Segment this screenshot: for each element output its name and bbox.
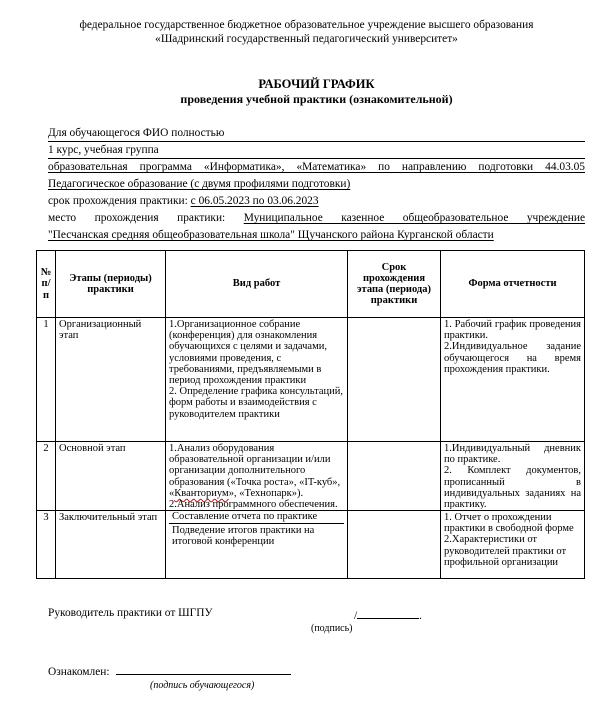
row1-num-cell: 1 [37, 318, 56, 442]
course-group-label: 1 курс, учебная группа [48, 144, 159, 156]
student-name-label: Для обучающегося ФИО полностью [48, 127, 225, 139]
practice-term-value: с 06.05.2023 по 03.06.2023 [190, 195, 319, 207]
program-line-2 [48, 177, 585, 193]
table-row [37, 318, 585, 442]
program-line-1 [48, 160, 585, 176]
supervisor-signature-line [354, 606, 422, 623]
row3-term-cell [348, 511, 441, 579]
course-group-line [48, 143, 585, 159]
row2-report-item2: 2. Комплект документов, прописанный в индивидуальных заданиях на практику. [444, 465, 581, 509]
row2-num-cell: 2 [37, 442, 56, 511]
slash-separator: / [354, 610, 358, 622]
row2-report-cell [441, 442, 585, 511]
program-text-2: Педагогическое образование (с двумя профилями подготовки) [48, 178, 351, 190]
row2-report-item1: 1.Индивидуальный дневник по практике. [444, 443, 581, 466]
row3-report-item1: 1. Отчет о прохождении практики в свободной форме [444, 512, 574, 535]
fill-in-section [48, 126, 585, 245]
row1-report-item2: 2.Индивидуальное задание обучающегося на время прохождения практики. [444, 341, 581, 375]
practice-schedule-table [36, 250, 585, 579]
practice-term-line [48, 194, 585, 210]
supervisor-name-blank [357, 606, 419, 619]
practice-place-line-2 [48, 228, 585, 244]
col-header-term: Срок прохождения этапа (периода) практики [348, 251, 441, 318]
row1-stage-cell: Организационный этап [56, 318, 166, 442]
practice-place-value-1: Муниципальное казенное общеобразовательное учреждение [243, 212, 586, 224]
row3-report-item2: 2.Характеристики от руководителей практики от профильной организации [444, 534, 567, 568]
col-header-report: Форма отчетности [441, 251, 585, 318]
spellcheck-marked-word: Кванториум [174, 487, 229, 499]
student-signature-blank [116, 662, 291, 675]
row2-stage-cell: Основной этап [56, 442, 166, 511]
document-title: РАБОЧИЙ ГРАФИК [258, 77, 375, 91]
table-header-row [37, 251, 585, 318]
row1-works-item2: 2. Определение графика консультаций, форм работы и взаимодействия с руководителем практики [169, 386, 344, 420]
row3-stage-cell: Заключительный этап [56, 511, 166, 579]
supervisor-label: Руководитель практики от ШГПУ [48, 607, 213, 619]
student-name-line [48, 126, 585, 142]
signature-caption: (подпись) [311, 623, 353, 634]
program-text-1: образовательная программа «Информатика», «Математика» по направлению подготовки 44.03.05 [48, 161, 585, 173]
row2-works-cell [166, 442, 348, 511]
row3-works-cell [166, 511, 348, 579]
document-subtitle: проведения учебной практики (ознакомительной) [180, 92, 453, 106]
org-header-line2: «Шадринский государственный педагогический университет» [155, 33, 458, 45]
col-header-num: № п/п [37, 251, 56, 318]
row1-report-item1: 1. Рабочий график проведения практики. [444, 319, 581, 342]
practice-place-line-1 [48, 211, 585, 227]
practice-place-value-2: "Песчанская средняя общеобразовательная школа" Щучанского района Курганской области [48, 229, 494, 241]
row3-works-subitem1: Составление отчета по практике [169, 511, 344, 524]
end-dot: . [419, 610, 423, 622]
col-header-stages: Этапы (периоды) практики [56, 251, 166, 318]
row1-report-cell [441, 318, 585, 442]
acknowledged-label: Ознакомлен: [48, 666, 110, 678]
row3-works-subitem2: Подведение итогов практики на итоговой конференции [172, 525, 315, 548]
row1-works-cell [166, 318, 348, 442]
org-header [30, 18, 583, 46]
row1-works-item1: 1.Организационное собрание (конференция) для ознакомления обучающихся с целями и задачами, условиями проведения, с требованиями, предъявляемыми в период прохождения практики [169, 319, 327, 387]
table-row [37, 442, 585, 511]
row2-works-item1: 1.Анализ оборудования образовательной организации и/или организации дополнительного образования («Точка роста», «IT-куб», «Кванториум», «Технопарк»). [169, 443, 341, 499]
row2-term-cell [348, 442, 441, 511]
practice-term-label: срок прохождения практики: [48, 195, 188, 207]
org-header-line1: федеральное государственное бюджетное образовательное учреждение высшего образования [79, 19, 534, 31]
row2-works-item2: 2.Анализ программного обеспечения. [169, 499, 338, 509]
acknowledged-line [48, 662, 291, 679]
row1-term-cell [348, 318, 441, 442]
row3-num-cell: 3 [37, 511, 56, 579]
student-signature-caption: (подпись обучающегося) [150, 680, 255, 691]
title-block [48, 77, 585, 107]
practice-place-label: место прохождения практики: [48, 212, 226, 224]
col-header-works: Вид работ [166, 251, 348, 318]
table-row [37, 511, 585, 579]
row3-report-cell [441, 511, 585, 579]
